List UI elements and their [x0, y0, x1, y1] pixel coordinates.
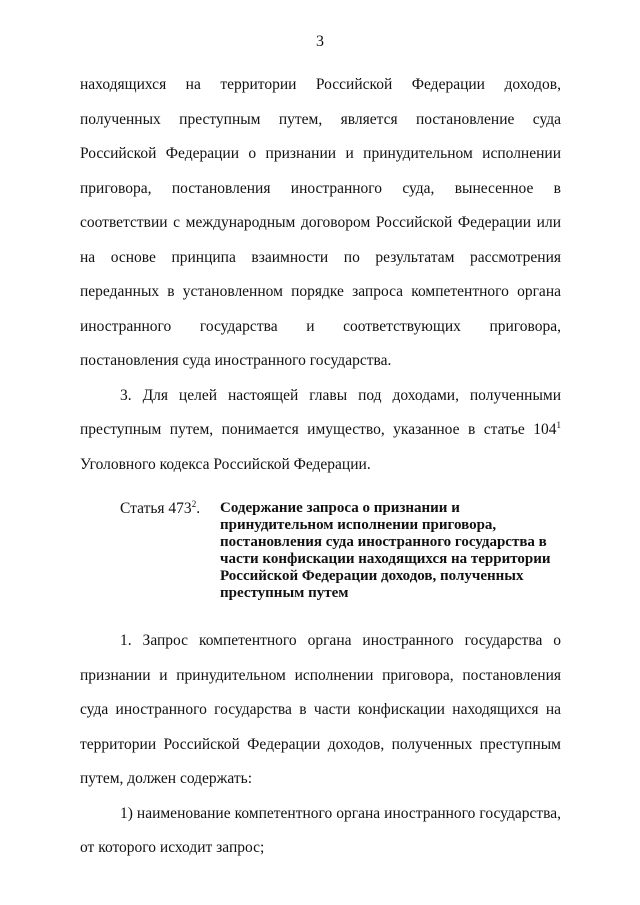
paragraph-3: [80, 379, 561, 483]
document-body: [80, 68, 561, 866]
article-title: Содержание запроса о признании и принудительном исполнении приговора, постановления суда иностранного государства в части конфискации находящихся на территории Российской Федерации доходов, полученных преступным путем: [220, 500, 551, 601]
paragraph-item-1: 1) наименование компетентного органа иностранного государства, от которого исходит запрос;: [80, 804, 561, 856]
paragraph-continuation: находящихся на территории Российской Федерации доходов, полученных преступным путем, является постановление суда Российской Федерации о признании и принудительном исполнении приговора, постановления иностранного суда, вынесенное в соответствии с международным договором Российской Федерации или на основе принципа взаимности по результатам рассмотрения переданных в установленном порядке запроса компетентного органа иностранного государства и соответствующих приговора, постановления суда иностранного государства.: [80, 76, 561, 369]
article-label-suffix: .: [196, 500, 201, 517]
page-number: 3: [316, 33, 324, 50]
article-number: [80, 500, 215, 602]
article-heading: [80, 500, 561, 602]
article-label-superscript: 2: [191, 498, 197, 509]
paragraph-article-1: 1. Запрос компетентного органа иностранного государства о признании и принудительном исполнении приговора, постановления суда иностранного государства в части конфискации находящихся на территории Российской Федерации доходов, полученных преступным путем, должен содержать:: [80, 632, 561, 787]
paragraph-3-text: 3. Для целей настоящей главы под доходами, полученными преступным путем, понимается имущество, указанное в статье 104: [80, 386, 561, 438]
paragraph-3-tail: Уголовного кодекса Российской Федерации.: [80, 455, 371, 473]
article-reference-superscript: 1: [556, 419, 561, 430]
article-label-text: Статья 473: [120, 500, 192, 517]
